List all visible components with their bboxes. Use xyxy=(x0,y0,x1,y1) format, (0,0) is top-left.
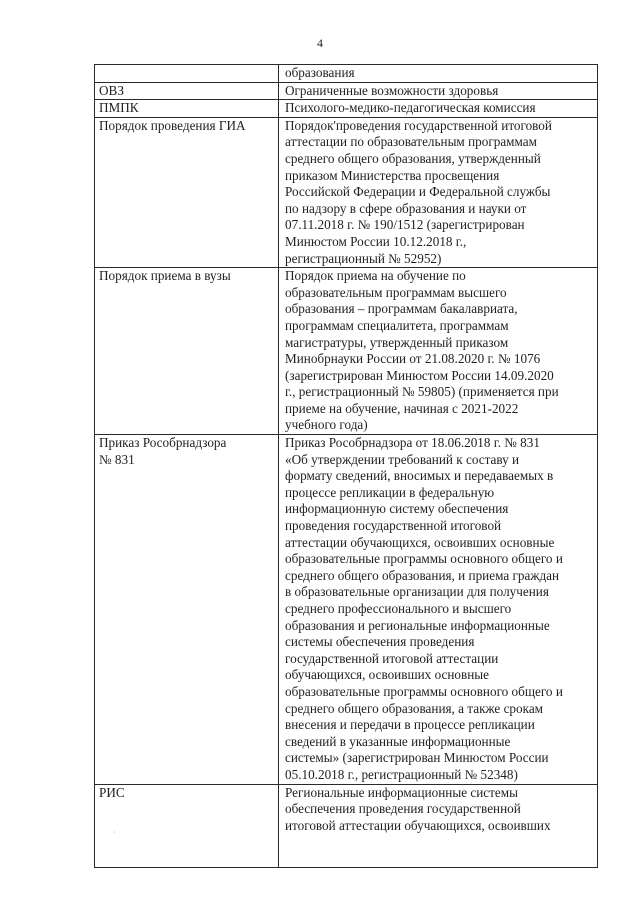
term-text: Порядок приема в вузы xyxy=(99,268,231,284)
term-cell xyxy=(95,435,279,784)
table-row xyxy=(95,65,598,83)
table-row xyxy=(95,100,598,118)
table-row xyxy=(95,435,598,784)
definition-cell xyxy=(279,117,598,267)
term-cell xyxy=(95,82,279,100)
table-row xyxy=(95,268,598,435)
scan-mark-icon: · xyxy=(113,828,116,838)
table-row xyxy=(95,784,598,867)
definition-cell xyxy=(279,65,598,83)
term-cell xyxy=(95,784,279,867)
term-cell xyxy=(95,100,279,118)
definition-cell xyxy=(279,435,598,784)
definition-cell xyxy=(279,268,598,435)
definition-text: Порядок приема на обучение по образовательным программам высшего образования – программам бакалавриата, программам специалитета, программам магистратуры, утвержденный приказом Минобрнауки России от 21.08.2020 г. № 1076 (зарегистрирован Минюстом России 14.09.2020 г., регистрационный № 59805) (применяется при приеме на обучение, начиная с 2021-2022 учебного года) xyxy=(285,268,559,433)
term-text: Порядок проведения ГИА xyxy=(99,117,246,133)
term-cell xyxy=(95,117,279,267)
abbreviations-table xyxy=(94,64,598,868)
definition-text: Порядок'проведения государственной итоговой аттестации по образовательным программам среднего общего образования, утвержденный приказом Министерства просвещения Российской Федерации и Федеральной службы по надзору в сфере образования и науки от 07.11.2018 г. № 190/1512 (зарегистрирован Минюстом России 10.12.2018 г., регистрационный № 52952) xyxy=(285,117,552,266)
term-text: РИС xyxy=(99,784,125,800)
definition-cell xyxy=(279,784,598,867)
term-text: ПМПК xyxy=(99,100,139,116)
definition-cell xyxy=(279,100,598,118)
definition-text: Ограниченные возможности здоровья xyxy=(285,82,499,98)
definition-text: Приказ Рособрнадзора от 18.06.2018 г. № 831 «Об утверждении требований к составу и формату сведений, вносимых и передаваемых в процессе репликации в федеральную информационную систему обеспечения проведения государственной итоговой аттестации обучающихся, освоивших основные образовательные программы основного общего и среднего общего образования, и приема граждан в образовательные организации для получения среднего профессионального и высшего образования и региональные информационные системы обеспечения проведения государственной итоговой аттестации обучающихся, освоивших основные образовательные программы основного общего и среднего общего образования, а также срокам внесения и передачи в процессе репликации сведений в указанные информационные системы» (зарегистрирован Минюстом России 05.10.2018 г., регистрационный № 52348) xyxy=(285,435,563,782)
page-number: 4 xyxy=(317,36,323,50)
term-text: ОВЗ xyxy=(99,82,124,98)
definition-text: образования xyxy=(285,65,355,80)
term-text: Приказ Рособрнадзора № 831 xyxy=(99,435,227,467)
definition-text: Психолого-медико-педагогическая комиссия xyxy=(285,100,536,116)
term-cell xyxy=(95,65,279,83)
definition-text: Региональные информационные системы обеспечения проведения государственной итоговой аттестации обучающихся, освоивших xyxy=(285,784,551,833)
definition-cell xyxy=(279,82,598,100)
table-row xyxy=(95,117,598,267)
term-cell xyxy=(95,268,279,435)
table-row xyxy=(95,82,598,100)
